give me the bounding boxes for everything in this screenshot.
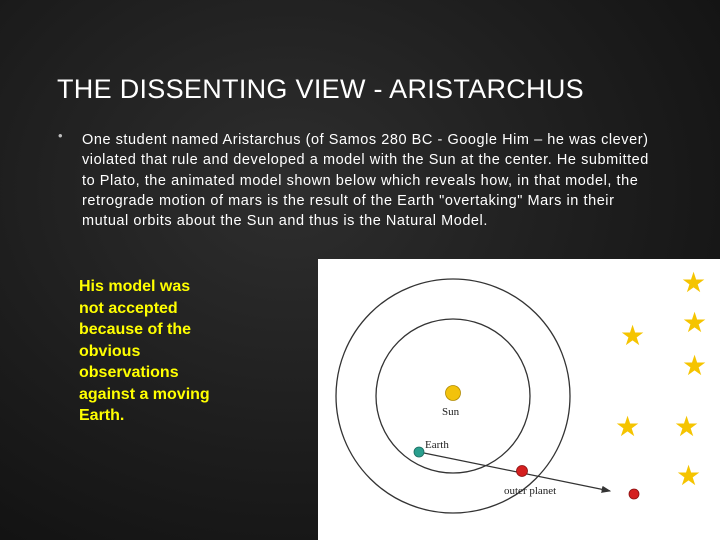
earth-label: Earth bbox=[425, 439, 449, 451]
bullet-marker: • bbox=[58, 128, 63, 143]
star-icon: ★ bbox=[676, 459, 702, 492]
sun bbox=[446, 386, 461, 401]
sun-label: Sun bbox=[442, 406, 460, 418]
slide-title: THE DISSENTING VIEW - ARISTARCHUS bbox=[57, 74, 584, 104]
star-icon: ★ bbox=[674, 410, 700, 443]
heliocentric-diagram bbox=[318, 259, 720, 540]
background-stars bbox=[615, 266, 707, 492]
bullet-text: One student named Aristarchus (of Samos 280 BC - Google Him – he was clever) violated that rule and developed a model with the Sun at the center. He submitted to Plato, the animated model shown below which reveals how, in that model, the retrograde motion of mars is the result of the Earth "overtaking" Mars in their mutual orbits about the Sun and thus is the Natural Model. bbox=[82, 132, 649, 230]
earth bbox=[414, 447, 424, 457]
side-note: His model was not accepted because of the obvious observations against a moving Earth. bbox=[79, 278, 210, 424]
outer-planet-label: outer planet bbox=[504, 485, 557, 497]
star-icon: ★ bbox=[681, 266, 707, 299]
star-icon: ★ bbox=[682, 349, 708, 382]
star-icon: ★ bbox=[615, 410, 641, 443]
outer-planet bbox=[517, 466, 528, 477]
projected-planet bbox=[629, 489, 639, 499]
star-icon: ★ bbox=[620, 319, 646, 352]
star-icon: ★ bbox=[682, 306, 708, 339]
